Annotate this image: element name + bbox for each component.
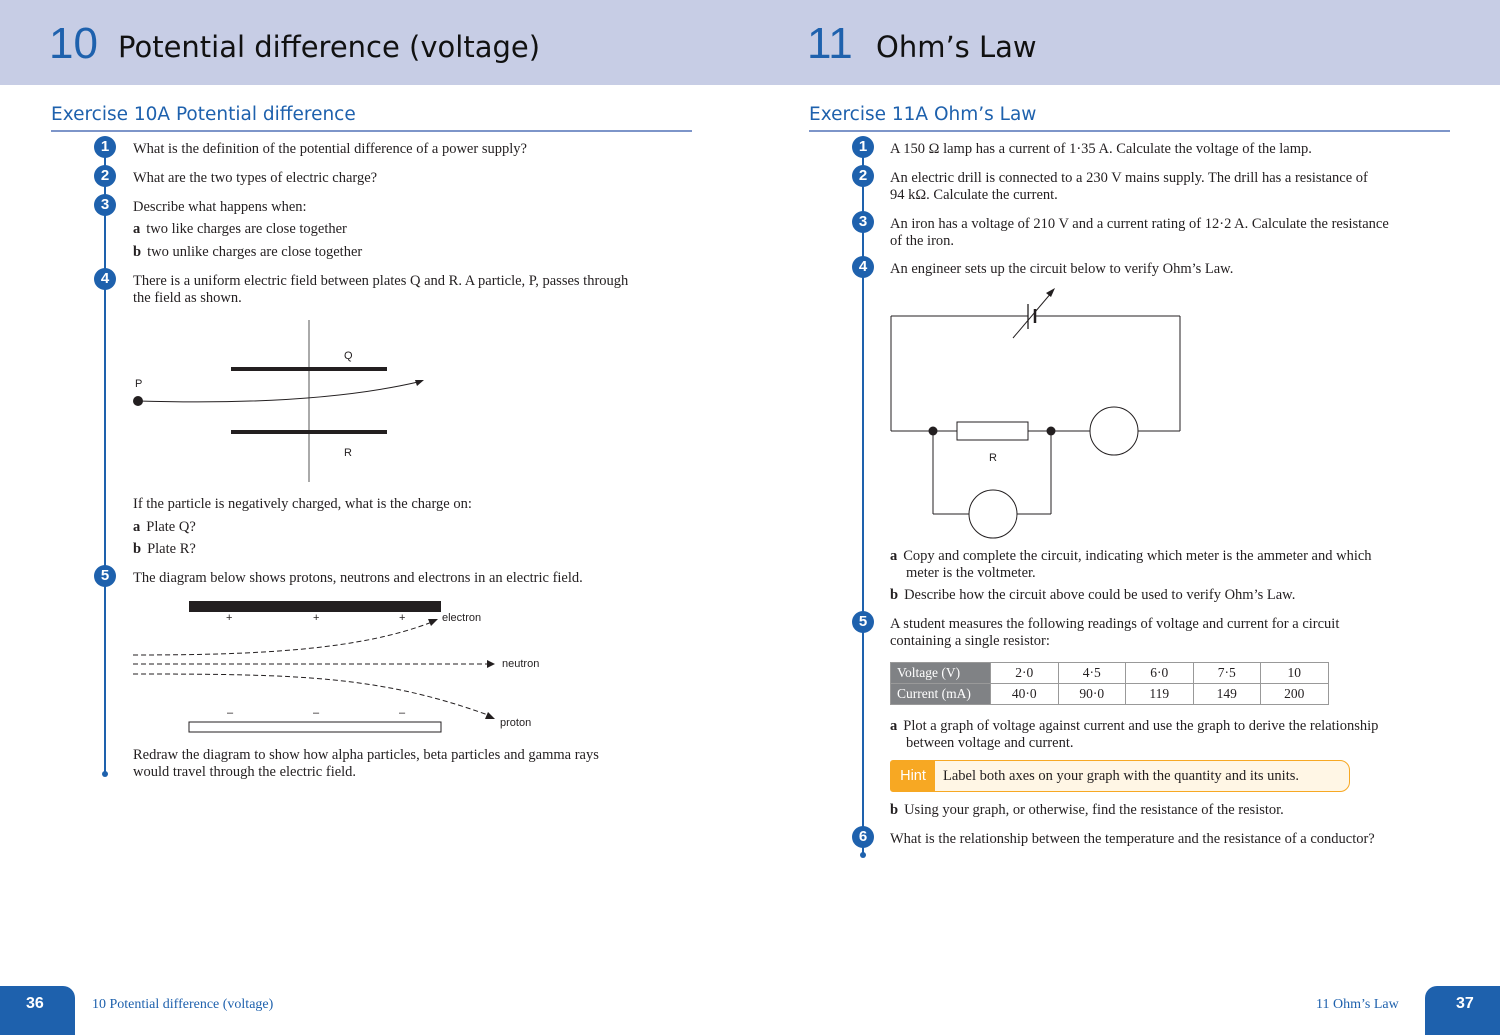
question-followup-line: would travel through the electric field.: [133, 764, 357, 780]
chapter-title: Ohm’s Law: [876, 30, 1037, 64]
table-cell: 200: [1261, 684, 1329, 705]
question-text-line: the field as shown.: [133, 290, 242, 306]
question-number: 5: [852, 611, 874, 633]
question-followup-line: Redraw the diagram to show how alpha particles, beta particles and gamma rays: [133, 747, 599, 763]
part-label: a: [890, 718, 898, 734]
part-text: Copy and complete the circuit, indicating which meter is the ammeter and which: [903, 548, 1372, 564]
part-label: b: [890, 587, 899, 603]
table-cell: 4·5: [1058, 663, 1126, 684]
question-text-line: An iron has a voltage of 210 V and a current rating of 12·2 A. Calculate the resistance: [890, 216, 1389, 232]
table-cell: 149: [1193, 684, 1261, 705]
question-number: 2: [852, 165, 874, 187]
part-text: two unlike charges are close together: [147, 244, 363, 260]
question-part: [890, 718, 1378, 735]
question-text: What is the definition of the potential difference of a power supply?: [133, 141, 527, 157]
question-text-line: 94 kΩ. Calculate the current.: [890, 187, 1058, 203]
meter-series: [1090, 407, 1138, 455]
question-number: 6: [852, 826, 874, 848]
row-header: Voltage (V): [891, 663, 991, 684]
question-text-line: of the iron.: [890, 233, 955, 249]
label-q: Q: [344, 350, 353, 362]
part-label: a: [133, 519, 141, 535]
question-followup: If the particle is negatively charged, what is the charge on:: [133, 496, 472, 512]
readings-table: [890, 662, 1329, 705]
part-text: Using your graph, or otherwise, find the resistance of the resistor.: [904, 802, 1284, 818]
part-label: a: [890, 548, 898, 564]
plus-sign: +: [226, 612, 233, 624]
question-part: [890, 587, 1295, 604]
table-row: [891, 684, 1329, 705]
question-text: What are the two types of electric charge?: [133, 170, 378, 186]
part-text-line: between voltage and current.: [906, 735, 1074, 751]
label-r: R: [344, 447, 352, 459]
question-number: 5: [94, 565, 116, 587]
part-label: b: [133, 541, 142, 557]
table-row: [891, 663, 1329, 684]
part-label: a: [133, 221, 141, 237]
chapter-number: 10: [49, 19, 98, 68]
question-part: [890, 802, 1284, 819]
plus-sign: +: [399, 612, 406, 624]
hint-tag: Hint: [891, 761, 935, 791]
question-text: An engineer sets up the circuit below to verify Ohm’s Law.: [890, 261, 1234, 277]
question-text: Describe what happens when:: [133, 199, 307, 215]
part-text: Plate R?: [147, 541, 196, 557]
question-number: 4: [852, 256, 874, 278]
question-text: What is the relationship between the temperature and the resistance of a conductor?: [890, 831, 1375, 847]
part-text-line: meter is the voltmeter.: [906, 565, 1036, 581]
part-label: b: [133, 244, 142, 260]
hint-text: Label both axes on your graph with the quantity and its units.: [943, 768, 1299, 784]
question-number: 3: [94, 194, 116, 216]
question-number: 2: [94, 165, 116, 187]
resistor-r: [957, 422, 1028, 440]
running-footer: 10 Potential difference (voltage): [92, 997, 274, 1012]
question-number: 4: [94, 268, 116, 290]
question-number: 1: [94, 136, 116, 158]
question-text-line: A student measures the following readings of voltage and current for a circuit: [890, 616, 1340, 632]
question-text-line: containing a single resistor:: [890, 633, 1050, 649]
exercise-heading: Exercise 10A Potential difference: [51, 104, 356, 125]
table-cell: 6·0: [1126, 663, 1194, 684]
table-cell: 40·0: [991, 684, 1059, 705]
plus-sign: +: [313, 612, 320, 624]
minus-sign: –: [227, 707, 234, 719]
variable-supply-arrowhead: [1046, 288, 1055, 297]
hint-box: [890, 760, 1350, 792]
exercise-heading: Exercise 11A Ohm’s Law: [809, 104, 1037, 125]
question-part: [890, 548, 1372, 565]
row-header: Current (mA): [891, 684, 991, 705]
running-footer: 11 Ohm’s Law: [1316, 997, 1399, 1012]
table-cell: 119: [1126, 684, 1194, 705]
question-text: A 150 Ω lamp has a current of 1·35 A. Calculate the voltage of the lamp.: [890, 141, 1312, 157]
label-p: P: [135, 378, 143, 390]
table-cell: 90·0: [1058, 684, 1126, 705]
part-text: two like charges are close together: [146, 221, 347, 237]
label-proton: proton: [500, 717, 532, 729]
chapter-number: 11: [807, 19, 853, 68]
meter-parallel: [969, 490, 1017, 538]
table-cell: 7·5: [1193, 663, 1261, 684]
table-cell: 10: [1261, 663, 1329, 684]
question-text-line: There is a uniform electric field between plates Q and R. A particle, P, passes through: [133, 273, 629, 289]
chapter-title: Potential difference (voltage): [118, 30, 541, 64]
minus-sign: –: [399, 707, 406, 719]
label-electron: electron: [442, 612, 482, 624]
label-resistor: R: [989, 452, 997, 464]
part-text: Describe how the circuit above could be used to verify Ohm’s Law.: [904, 587, 1296, 603]
question-text: The diagram below shows protons, neutrons and electrons in an electric field.: [133, 570, 583, 586]
minus-sign: –: [313, 707, 320, 719]
page-number-tab: 37: [1425, 986, 1500, 1035]
question-text-line: An electric drill is connected to a 230 V mains supply. The drill has a resistance of: [890, 170, 1368, 186]
question-number: 3: [852, 211, 874, 233]
label-neutron: neutron: [502, 658, 540, 670]
part-text: Plot a graph of voltage against current and use the graph to derive the relationship: [903, 718, 1379, 734]
page-number-tab: 36: [0, 986, 75, 1035]
table-cell: 2·0: [991, 663, 1059, 684]
part-label: b: [890, 802, 899, 818]
variable-supply-arrow: [1013, 292, 1052, 338]
question-number: 1: [852, 136, 874, 158]
part-text: Plate Q?: [146, 519, 196, 535]
